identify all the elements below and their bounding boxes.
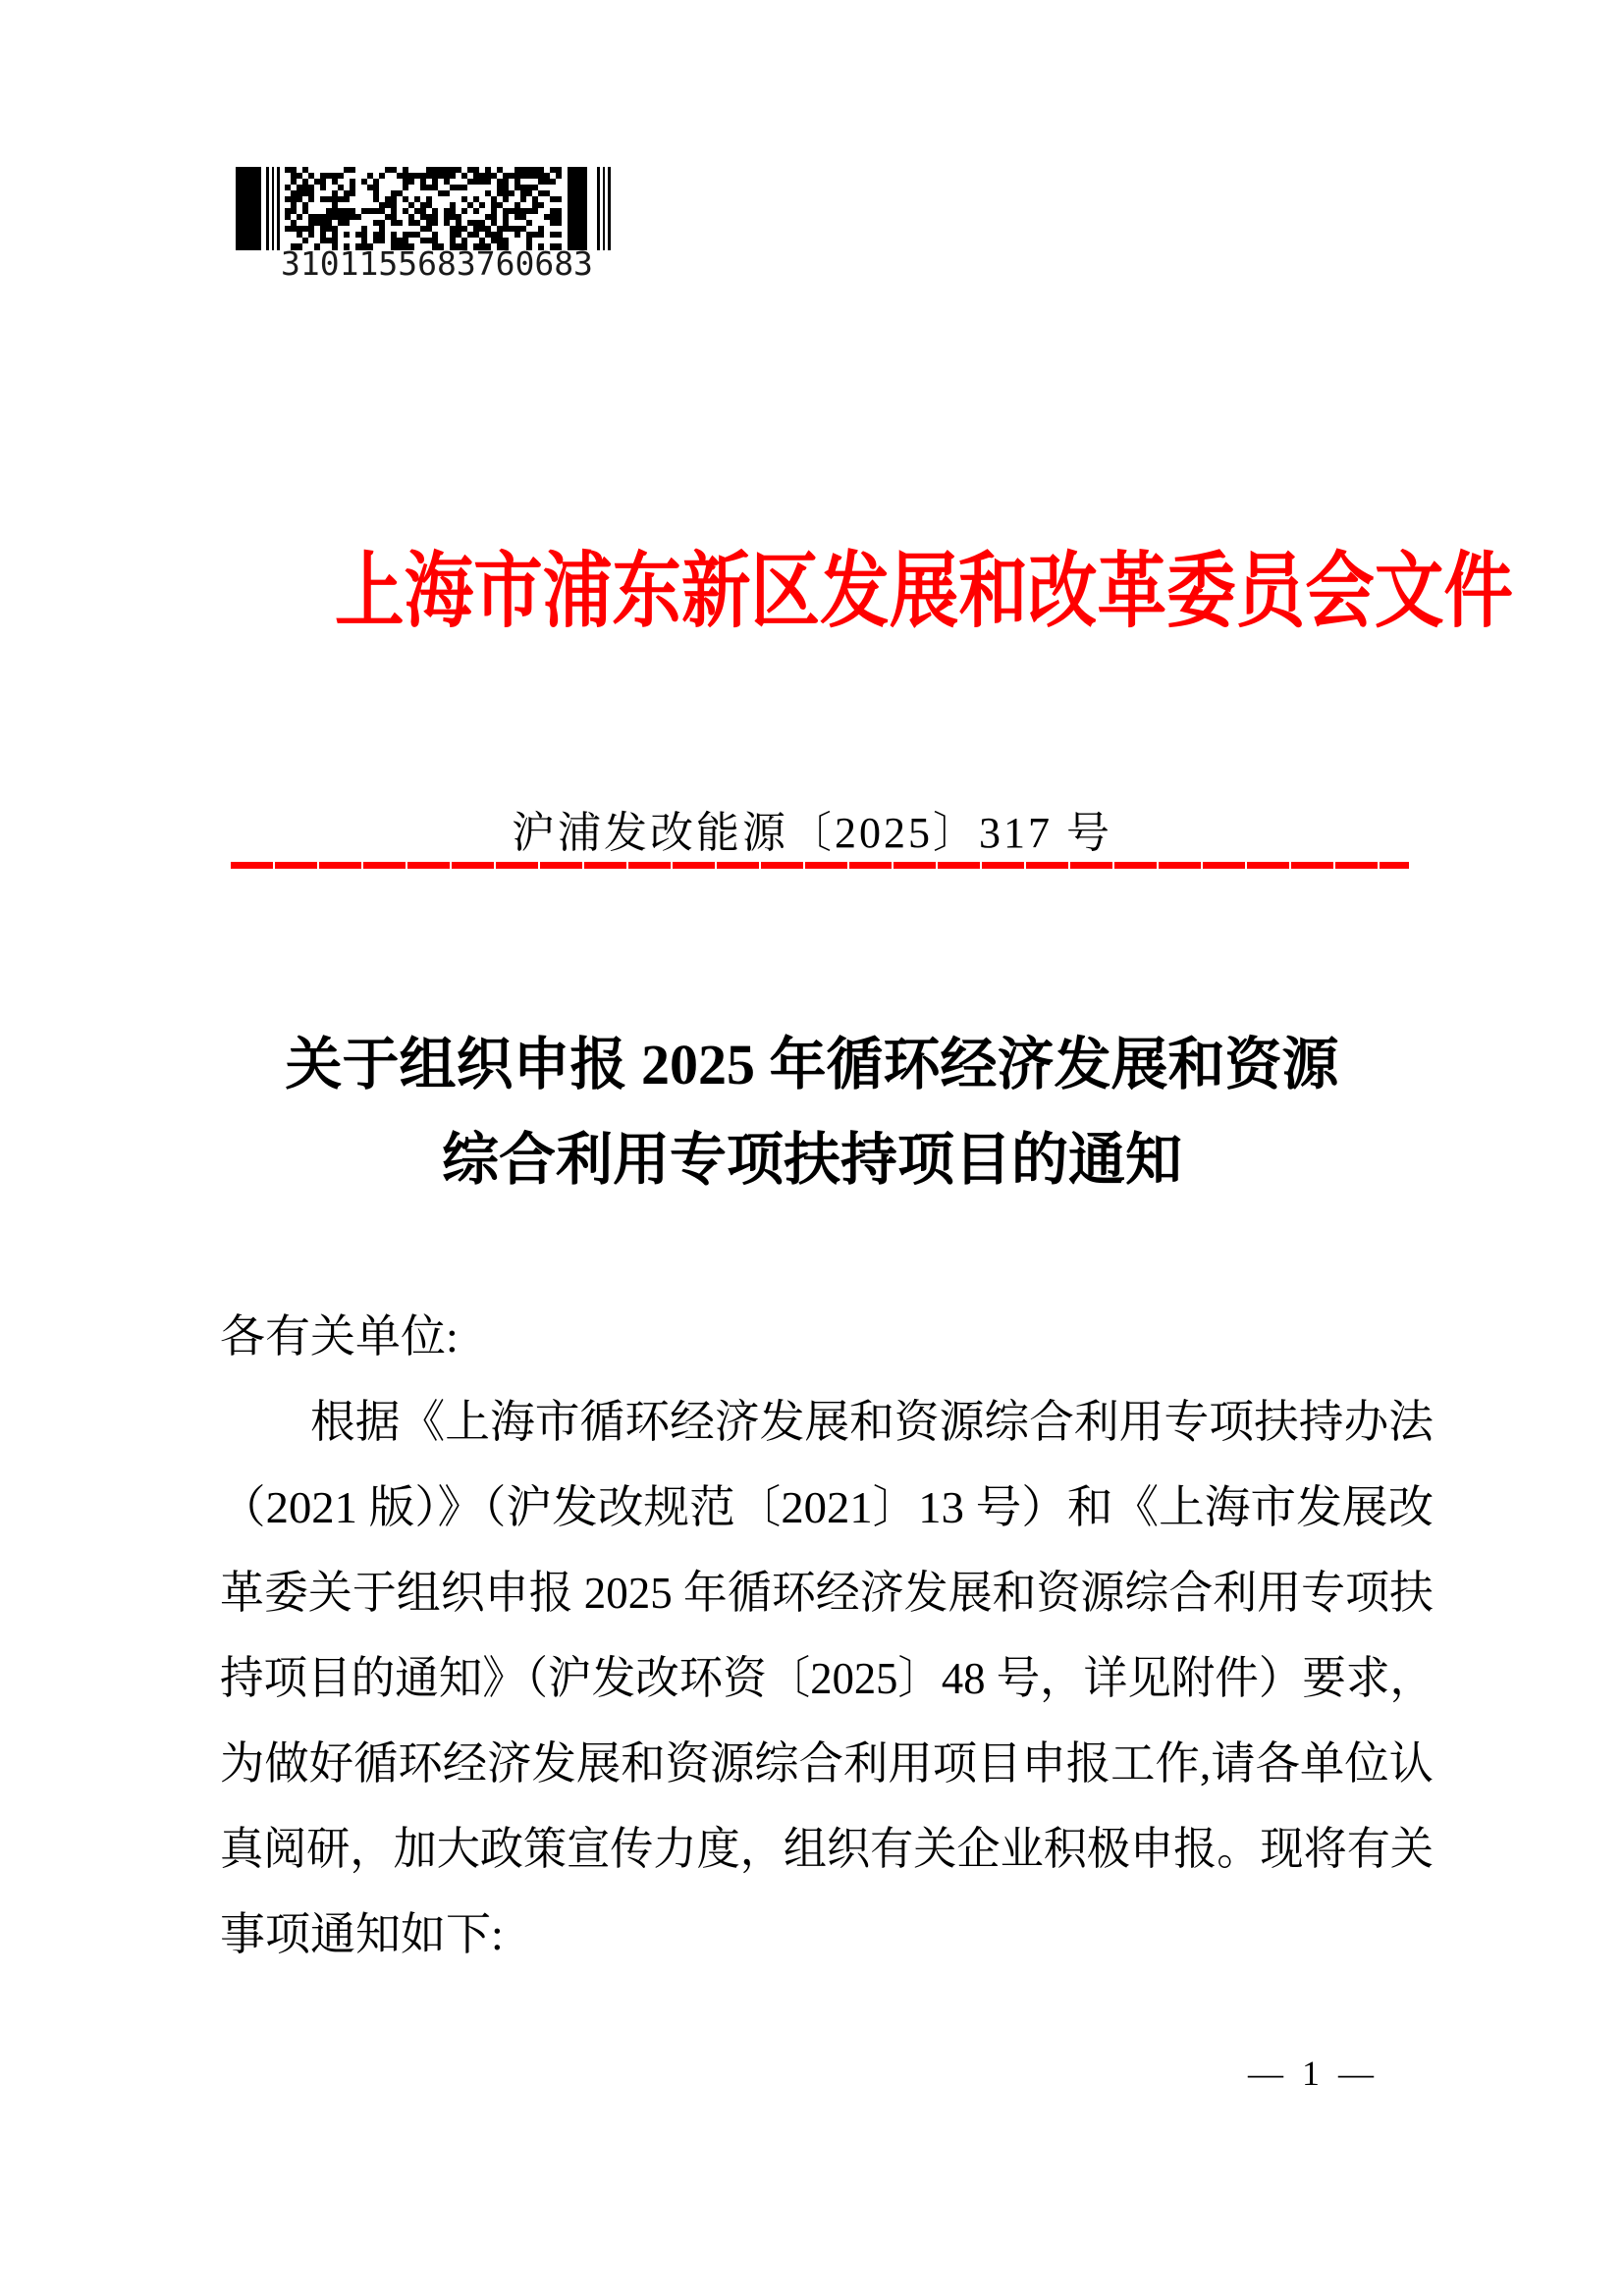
doc-title-line2: [223, 1112, 1401, 1207]
body-line: 为做好循环经济发展和资源综合利用项目申报工作,请各单位认: [220, 1738, 1434, 1789]
body-line: 真阅研，加大政策宣传力度，组织有关企业积极申报。现将有关: [220, 1824, 1434, 1874]
body-line: 革委关于组织申报 2025 年循环经济发展和资源综合利用专项扶: [220, 1568, 1434, 1618]
doc-number: [223, 803, 1401, 864]
doc-title-line1-text: 关于组织申报 2025 年循环经济发展和资源: [285, 1033, 1339, 1096]
body-line: 事项通知如下:: [220, 1909, 504, 1959]
body-line: 根据《上海市循环经济发展和资源综合利用专项扶持办法: [310, 1397, 1434, 1447]
doc-title-line2-text: 综合利用专项扶持项目的通知: [441, 1128, 1182, 1192]
barcode-number: 3101155683760683: [281, 244, 593, 283]
body-line: （2021 版）》（沪发改规范〔2021〕13 号）和《上海市发展改: [220, 1482, 1434, 1532]
salutation: 各有关单位:: [220, 1311, 459, 1362]
letterhead-org-title-text: 上海市浦东新区发展和改革委员会文件: [335, 547, 1514, 638]
page-number: — 1 —: [1248, 2054, 1379, 2093]
doc-title-line1: [223, 1017, 1401, 1112]
doc-number-text: 沪浦发改能源〔2025〕317 号: [512, 809, 1112, 857]
letterhead-org-title: [223, 542, 1514, 644]
body-line: 持项目的通知》（沪发改环资〔2025〕48 号，详见附件）要求，: [220, 1653, 1434, 1703]
body: [220, 1294, 1434, 1977]
letterhead-divider: [231, 862, 1409, 869]
barcode-2d-icon: [236, 167, 638, 250]
